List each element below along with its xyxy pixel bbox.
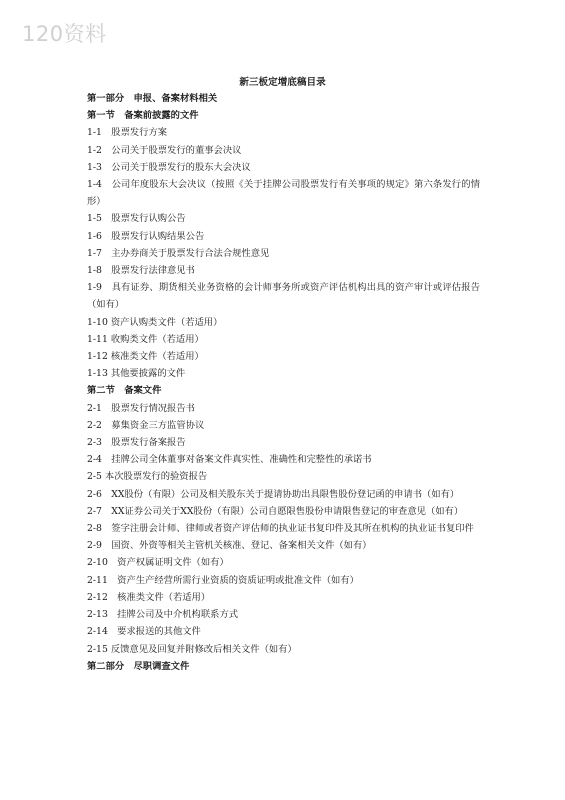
toc-item: 2-1 股票发行情况报告书 <box>87 402 195 414</box>
toc-item: 2-5 本次股票发行的验资报告 <box>87 471 208 483</box>
toc-item: 2-7 XX证券公司关于XX股份（有限）公司自愿限售股份申请限售登记的审查意见（如有） <box>87 505 464 517</box>
toc-item: 1-5 股票发行认购公告 <box>87 213 186 225</box>
toc-item: 2-3 股票发行备案报告 <box>87 437 186 449</box>
toc-item: 2-4 挂牌公司全体董事对备案文件真实性、准确性和完整性的承诺书 <box>87 454 372 466</box>
toc-item: 1-3 公司关于股票发行的股东大会决议 <box>87 161 251 173</box>
toc-item: 2-8 签字注册会计师、律师或者资产评估师的执业证书复印件及其所在机构的执业证书复印件 <box>87 523 474 535</box>
toc-item: 2-12 核准类文件（若适用） <box>87 591 211 603</box>
watermark-logo: 120资料 <box>22 22 107 46</box>
toc-item: 1-11 收购类文件（若适用） <box>87 333 204 345</box>
part-heading: 第一部分 申报、备案材料相关 <box>87 93 218 104</box>
section-heading: 第一节 备案前披露的文件 <box>87 110 199 122</box>
toc-item: 1-9 具有证券、期货相关业务资格的会计师事务所或资产评估机构出具的资产审计或评估报告（如有） <box>87 282 480 311</box>
toc-item: 1-10 资产认购类文件（若适用） <box>87 316 223 328</box>
toc-item: 2-14 要求报送的其他文件 <box>87 626 201 638</box>
toc-item: 2-10 资产权属证明文件（如有） <box>87 557 229 569</box>
toc-item: 1-12 核准类文件（若适用） <box>87 351 204 363</box>
toc-item: 2-11 资产生产经营所需行业资质的资质证明或批准文件（如有） <box>87 574 359 586</box>
toc-item: 1-1 股票发行方案 <box>87 127 168 139</box>
toc-item: 1-8 股票发行法律意见书 <box>87 265 195 277</box>
toc-item: 2-6 XX股份（有限）公司及相关股东关于提请协助出具限售股份登记函的申请书（如有） <box>87 488 460 500</box>
toc-item: 1-13 其他要披露的文件 <box>87 368 186 380</box>
toc-item: 1-2 公司关于股票发行的董事会决议 <box>87 144 242 156</box>
toc-item: 2-9 国资、外资等相关主管机关核准、登记、备案相关文件（如有） <box>87 540 372 552</box>
toc-item: 1-6 股票发行认购结果公告 <box>87 230 205 242</box>
section-heading: 第二节 备案文件 <box>87 385 162 397</box>
toc-item: 2-2 募集资金三方监管协议 <box>87 419 205 431</box>
toc-item: 2-15 反馈意见及回复并附修改后相关文件（如有） <box>87 643 297 655</box>
table-of-contents <box>87 90 480 675</box>
toc-item: 2-13 挂牌公司及中介机构联系方式 <box>87 609 239 621</box>
document-title: 新三板定增底稿目录 <box>239 77 326 88</box>
toc-item: 1-7 主办券商关于股票发行合法合规性意见 <box>87 247 270 259</box>
part-heading: 第二部分 尽职调查文件 <box>87 660 190 672</box>
toc-item: 1-4 公司年度股东大会决议（按照《关于挂牌公司股票发行有关事项的规定》第六条发行的情形） <box>87 179 480 208</box>
